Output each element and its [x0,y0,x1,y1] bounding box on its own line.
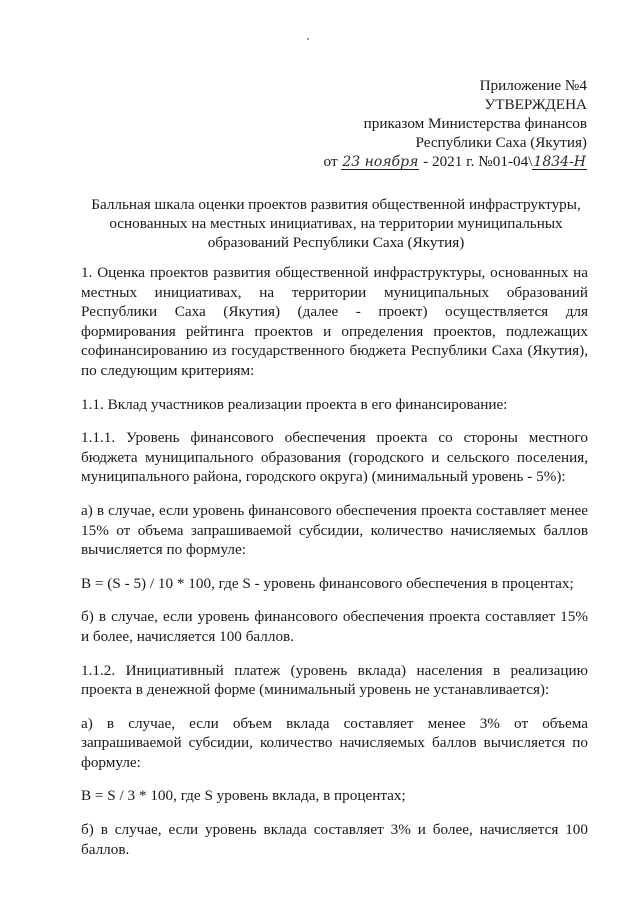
paragraph-intro: 1. Оценка проектов развития общественной инфраструктуры, основанных на местных инициативах, на территории муниципальных образований Республики Саха (Якутия) (далее - проект) осуществляется для формирования рейтинга проектов и определения проектов, подлежащих софинансированию из государственного бюджета Республики Саха (Якутия), по следующим критериям: [81,264,588,379]
paragraph-1-1-1-a: а) в случае, если уровень финансового обеспечения проекта составляет менее 15% от объема запрашиваемой субсидии, количество начисляемых баллов вычисляется по формуле: [81,501,588,559]
title-line-3: образований Республики Саха (Якутия) [207,234,465,251]
approved-label: УТВЕРЖДЕНА [484,96,587,113]
date-prefix: от [323,153,338,170]
approval-header [324,76,587,171]
order-date-line [324,152,587,171]
paragraph-1-1-2-b: б) в случае, если уровень вклада составляет 3% и более, начисляется 100 баллов. [81,821,588,858]
document-body [81,263,588,873]
paragraph-1-1-1-b: б) в случае, если уровень финансового обеспечения проекта составляет 15% и более, начисляется 100 баллов. [81,608,588,645]
title-line-2: основанных на местных инициативах, на территории муниципальных [109,215,563,232]
paragraph-1-1: 1.1. Вклад участников реализации проекта в его финансирование: [81,395,508,413]
handwritten-date: 23 ноября [342,154,419,170]
document-title [86,195,586,252]
date-middle: - 2021 г. №01-04\ [423,153,533,170]
appendix-label: Приложение №4 [479,77,587,94]
scan-speck [307,38,309,40]
handwritten-order-number: 1834-Н [533,154,586,170]
paragraph-1-1-2: 1.1.2. Инициативный платеж (уровень вклада) населения в реализацию проекта в денежной форме (минимальный уровень не устанавливается): [81,661,588,699]
title-line-1: Балльная шкала оценки проектов развития общественной инфраструктуры, [91,196,581,213]
formula-1: B = (S - 5) / 10 * 100, где S - уровень финансового обеспечения в процентах; [81,574,574,592]
order-line-2: Республики Саха (Якутия) [415,134,587,151]
formula-2: B = S / 3 * 100, где S уровень вклада, в процентах; [81,787,406,805]
order-line-1: приказом Министерства финансов [363,115,587,132]
paragraph-1-1-1: 1.1.1. Уровень финансового обеспечения проекта со стороны местного бюджета муниципального образования (городского и сельского поселения, муниципального района, городского округа) (минимальный уровень - 5%): [81,429,588,486]
paragraph-1-1-2-a: а) в случае, если объем вклада составляет менее 3% от объема запрашиваемой субсидии, количество начисляемых баллов вычисляется по формуле: [81,714,588,771]
